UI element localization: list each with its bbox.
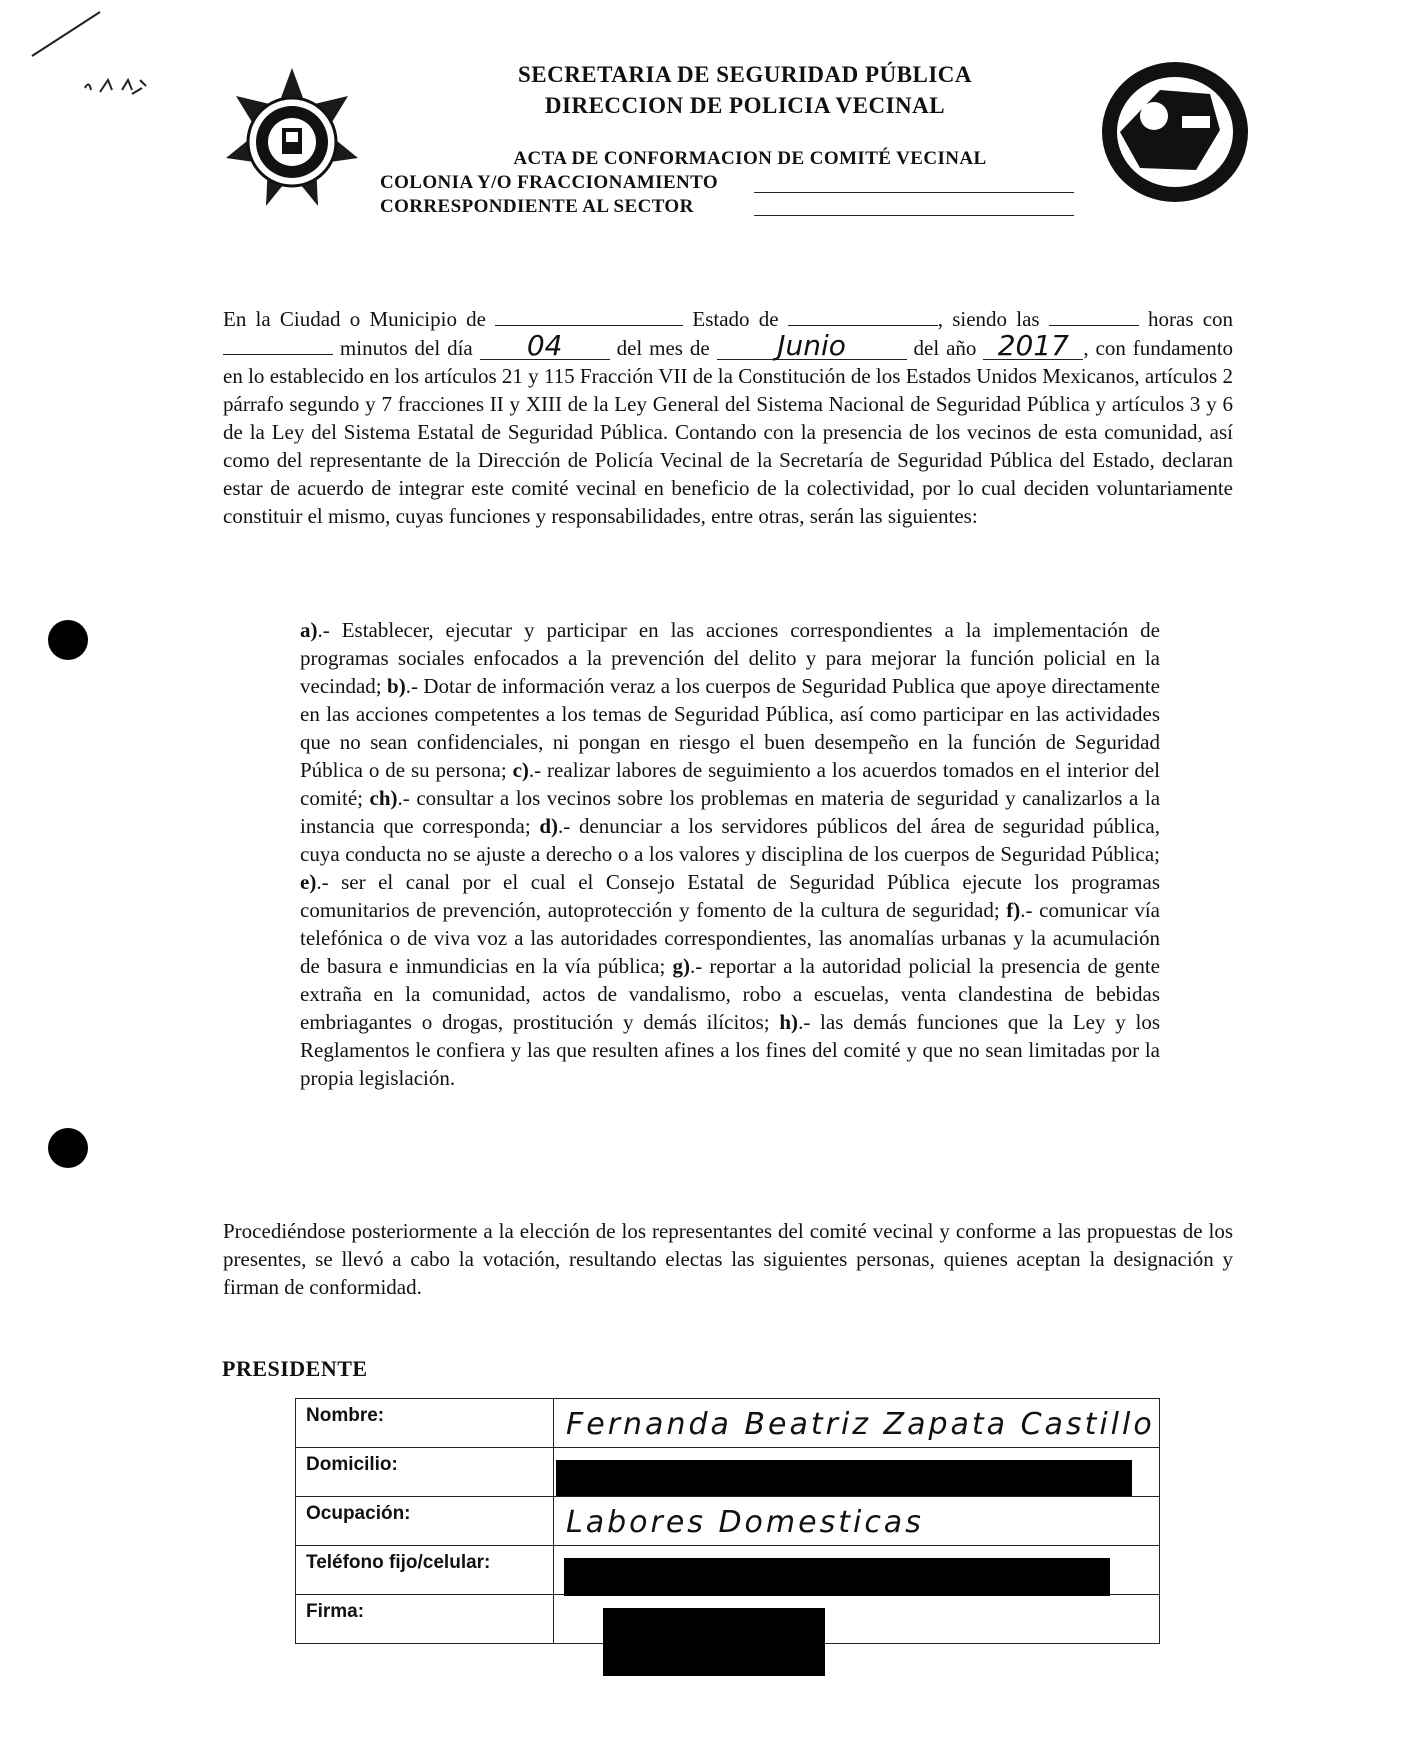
firma-label: Firma: [296, 1595, 554, 1644]
item-c-text: .- realizar labores de seguimiento a los acuerdos tomados en el interior del comité; [300, 758, 1160, 810]
item-d-text: .- denunciar a los servidores públicos del área de seguridad pública, cuya conducta no se ajuste a derecho o a los valores y disciplina de los cuerpos de Seguridad Pública; [300, 814, 1160, 866]
sector-blank [754, 215, 1074, 216]
header-title-2: DIRECCION DE POLICIA VECINAL [544, 93, 946, 118]
colonia-blank [754, 192, 1074, 193]
item-h-label: h) [779, 1010, 799, 1034]
sector-label: CORRESPONDIENTE AL SECTOR [380, 196, 694, 217]
table-row [296, 1497, 1160, 1546]
intro-text-1: En la Ciudad o Municipio de [223, 307, 486, 331]
item-c-label: c) [512, 758, 529, 782]
domicilio-label: Domicilio: [296, 1448, 554, 1497]
intro-text-2: Estado de [692, 307, 779, 331]
acta-title: ACTA DE CONFORMACION DE COMITÉ VECINAL [513, 148, 987, 169]
intro-text-6: del mes de [616, 336, 710, 360]
item-f-text: .- comunicar vía telefónica o de viva voz a las autoridades correspondientes, las anomalías urbanas y la acumulación de basura e inmundicias en la vía pública; [300, 898, 1160, 978]
minutos-blank [223, 334, 333, 355]
closing-paragraph: Procediéndose posteriormente a la elección de los representantes del comité vecinal y conforme a las propuestas de los presentes, se llevó a cabo la votación, resultando electas las siguientes personas, quienes aceptan la designación y firman de conformidad. [223, 1219, 1233, 1299]
intro-paragraph [223, 305, 1233, 530]
hole-punch-top [48, 620, 88, 660]
item-e-text: .- ser el canal por el cual el Consejo Estatal de Seguridad Pública ejecute los programas comunitarios de prevención, autoprotección y fomento de la cultura de seguridad; [300, 870, 1160, 922]
year-value: 2017 [983, 333, 1083, 360]
intro-text-7: del año [913, 336, 977, 360]
domicilio-redaction [556, 1460, 1132, 1496]
day-value: 04 [480, 333, 610, 360]
telefono-redaction [564, 1558, 1110, 1596]
intro-text-8: , con fundamento en lo establecido en los artículos 21 y 115 Fracción VII de la Constitución de los Estados Unidos Mexicanos, artículos 2 párrafo segundo y 7 fracciones II y XIII de la Ley General del Sistema Nacional de Seguridad Pública y artículos 3 y 6 de la Ley del Sistema Estatal de Seguridad Pública. Contando con la presencia de los vecinos de esta comunidad, así como del representante de la Dirección de Policía Vecinal de la Secretaría de Seguridad Pública del Estado, declaran estar de acuerdo de integrar este comité vecinal en beneficio de la colectividad, por lo cual deciden voluntariamente constituir el mismo, cuyas funciones y responsabilidades, entre otras, serán las siguientes: [223, 336, 1234, 528]
municipio-blank [495, 305, 683, 326]
ocupacion-value: Labores Domesticas [566, 1505, 924, 1540]
table-row [296, 1399, 1160, 1448]
intro-text-4: horas con [1148, 307, 1234, 331]
item-b-text: .- Dotar de información veraz a los cuerpos de Seguridad Publica que apoye directamente en las acciones competentes a los temas de Seguridad Pública, así como participar en las actividades que no sean confidenciales, ni pongan en riesgo el buen desempeño en la función de Seguridad Pública o de su persona; [300, 674, 1160, 782]
item-h-text: .- las demás funciones que la Ley y los Reglamentos le confiera y las que resulten afines a los fines del comité y que no sean limitadas por la propia legislación. [300, 1010, 1160, 1090]
nombre-value: Fernanda Beatriz Zapata Castillo [566, 1407, 1155, 1442]
colonia-label: COLONIA Y/O FRACCIONAMIENTO [380, 172, 719, 193]
month-value: Junio [717, 333, 907, 360]
telefono-label: Teléfono fijo/celular: [296, 1546, 554, 1595]
item-ch-label: ch) [369, 786, 398, 810]
nombre-label: Nombre: [296, 1399, 554, 1448]
council-seal-icon [1100, 60, 1250, 204]
item-b-label: b) [387, 674, 406, 698]
functions-paragraph [300, 616, 1160, 1092]
nombre-cell [554, 1399, 1160, 1448]
item-e-label: e) [300, 870, 317, 894]
ocupacion-cell [554, 1497, 1160, 1546]
handwritten-mark [30, 8, 150, 108]
presidente-title: PRESIDENTE [222, 1356, 368, 1381]
intro-text-3: , siendo las [937, 307, 1040, 331]
horas-blank [1049, 305, 1139, 326]
intro-text-5: minutos del día [339, 336, 473, 360]
estado-blank [788, 305, 938, 326]
header-title-1: SECRETARIA DE SEGURIDAD PÚBLICA [517, 62, 973, 87]
item-g-text: .- reportar a la autoridad policial la presencia de gente extraña en la comunidad, actos de vandalismo, robo a escuelas, venta clandestina de bebidas embriagantes o drogas, prostitución y demás ilícitos; [300, 954, 1160, 1034]
item-ch-text: .- consultar a los vecinos sobre los problemas en materia de seguridad y canalizarlos a la instancia que corresponda; [300, 786, 1161, 838]
item-d-label: d) [539, 814, 559, 838]
item-g-label: g) [672, 954, 690, 978]
firma-redaction [603, 1608, 825, 1676]
item-a-label: a) [300, 618, 318, 642]
police-star-seal-icon [222, 66, 362, 208]
ocupacion-label: Ocupación: [296, 1497, 554, 1546]
item-a-text: .- Establecer, ejecutar y participar en las acciones correspondientes a la implementación de programas sociales enfocados a la prevención del delito y para mejorar la función policial en la vecindad; [300, 618, 1160, 698]
item-f-label: f) [1006, 898, 1021, 922]
hole-punch-bottom [48, 1128, 88, 1168]
